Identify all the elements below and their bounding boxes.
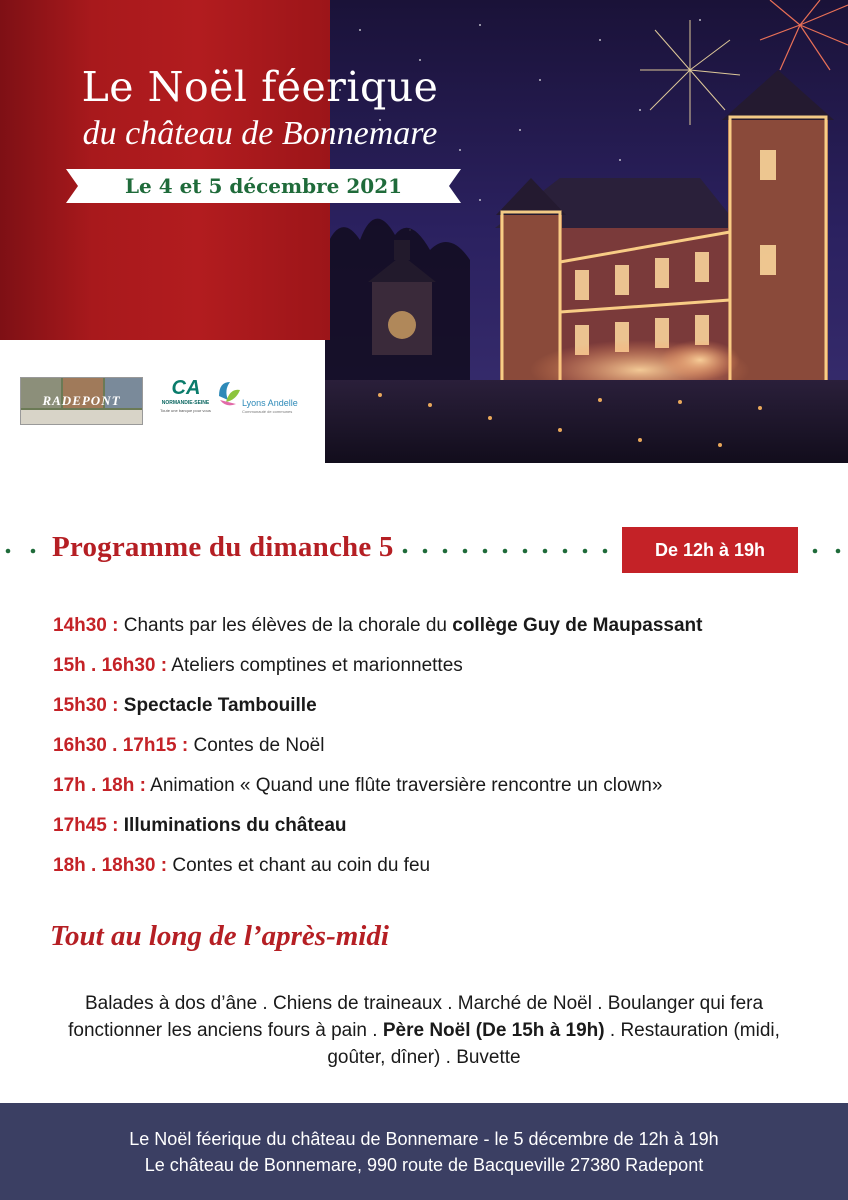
schedule-time: 15h30 : — [53, 695, 119, 716]
schedule-time: 17h . 18h : — [53, 775, 146, 796]
activities-highlight: Père Noël (De 15h à 19h) — [382, 1020, 605, 1041]
afternoon-title: Tout au long de l’après-midi — [50, 920, 389, 952]
schedule-item — [53, 774, 703, 814]
footer-address-line: Le château de Bonnemare, 990 route de Bacqueville 27380 Radepont — [144, 1155, 704, 1175]
lyons-andelle-logo — [216, 378, 306, 424]
event-subtitle: du château de Bonnemare — [82, 115, 438, 152]
radepont-logo-text: RADEPONT — [42, 393, 121, 408]
schedule-item — [53, 814, 703, 854]
schedule-time: 18h . 18h30 : — [53, 855, 168, 876]
schedule-time: 17h45 : — [53, 815, 119, 836]
schedule-time: 16h30 . 17h15 : — [53, 735, 189, 756]
schedule-text: Contes et chant au coin du feu — [172, 855, 431, 876]
schedule-list — [53, 614, 703, 894]
afternoon-activities — [40, 990, 808, 1071]
activities-text-1: Balades à dos d’âne . Chiens de traineaux . Marché de Noël . Boulanger qui fera fonctionner les anciens fours à pain . — [68, 993, 764, 1041]
schedule-highlight: Spectacle Tambouille — [123, 695, 317, 716]
hero-banner — [0, 0, 848, 463]
event-date: Le 4 et 5 décembre 2021 — [124, 174, 403, 198]
schedule-item — [53, 614, 703, 654]
hours-badge: De 12h à 19h — [622, 527, 798, 573]
footer — [0, 1103, 848, 1200]
radepont-logo — [20, 377, 143, 425]
schedule-highlight: collège Guy de Maupassant — [452, 615, 703, 636]
schedule-item — [53, 734, 703, 774]
schedule-time: 15h . 16h30 : — [53, 655, 168, 676]
credit-agricole-tagline: Toute une banque pour vous — [160, 408, 211, 413]
schedule-text: Ateliers comptines et marionnettes — [171, 655, 463, 676]
programme-title: Programme du dimanche 5 — [52, 531, 394, 563]
credit-agricole-logo — [158, 377, 213, 427]
dotted-divider-middle — [395, 548, 620, 554]
schedule-item — [53, 694, 703, 734]
schedule-item — [53, 654, 703, 694]
schedule-text: Chants par les élèves de la chorale du — [123, 615, 453, 636]
credit-agricole-mark: CA — [171, 377, 201, 399]
schedule-item — [53, 854, 703, 894]
schedule-highlight: Illuminations du château — [123, 815, 347, 836]
event-title: Le Noël féerique — [81, 63, 439, 111]
dotted-divider-right — [805, 548, 848, 554]
credit-agricole-name: NORMANDIE-SEINE — [161, 400, 210, 406]
lyons-andelle-tagline: Communauté de communes — [242, 409, 293, 414]
footer-event-line: Le Noël féerique du château de Bonnemare - le 5 décembre de 12h à 19h — [129, 1129, 719, 1149]
schedule-text: Animation « Quand une flûte traversière rencontre un clown» — [150, 775, 663, 796]
schedule-time: 14h30 : — [53, 615, 119, 636]
lyons-andelle-name: Lyons Andelle — [242, 398, 298, 408]
activities-text-2: . Restauration (midi, goûter, dîner) . Buvette — [327, 1020, 780, 1068]
dotted-divider-left — [0, 548, 50, 554]
schedule-text: Contes de Noël — [193, 735, 325, 756]
